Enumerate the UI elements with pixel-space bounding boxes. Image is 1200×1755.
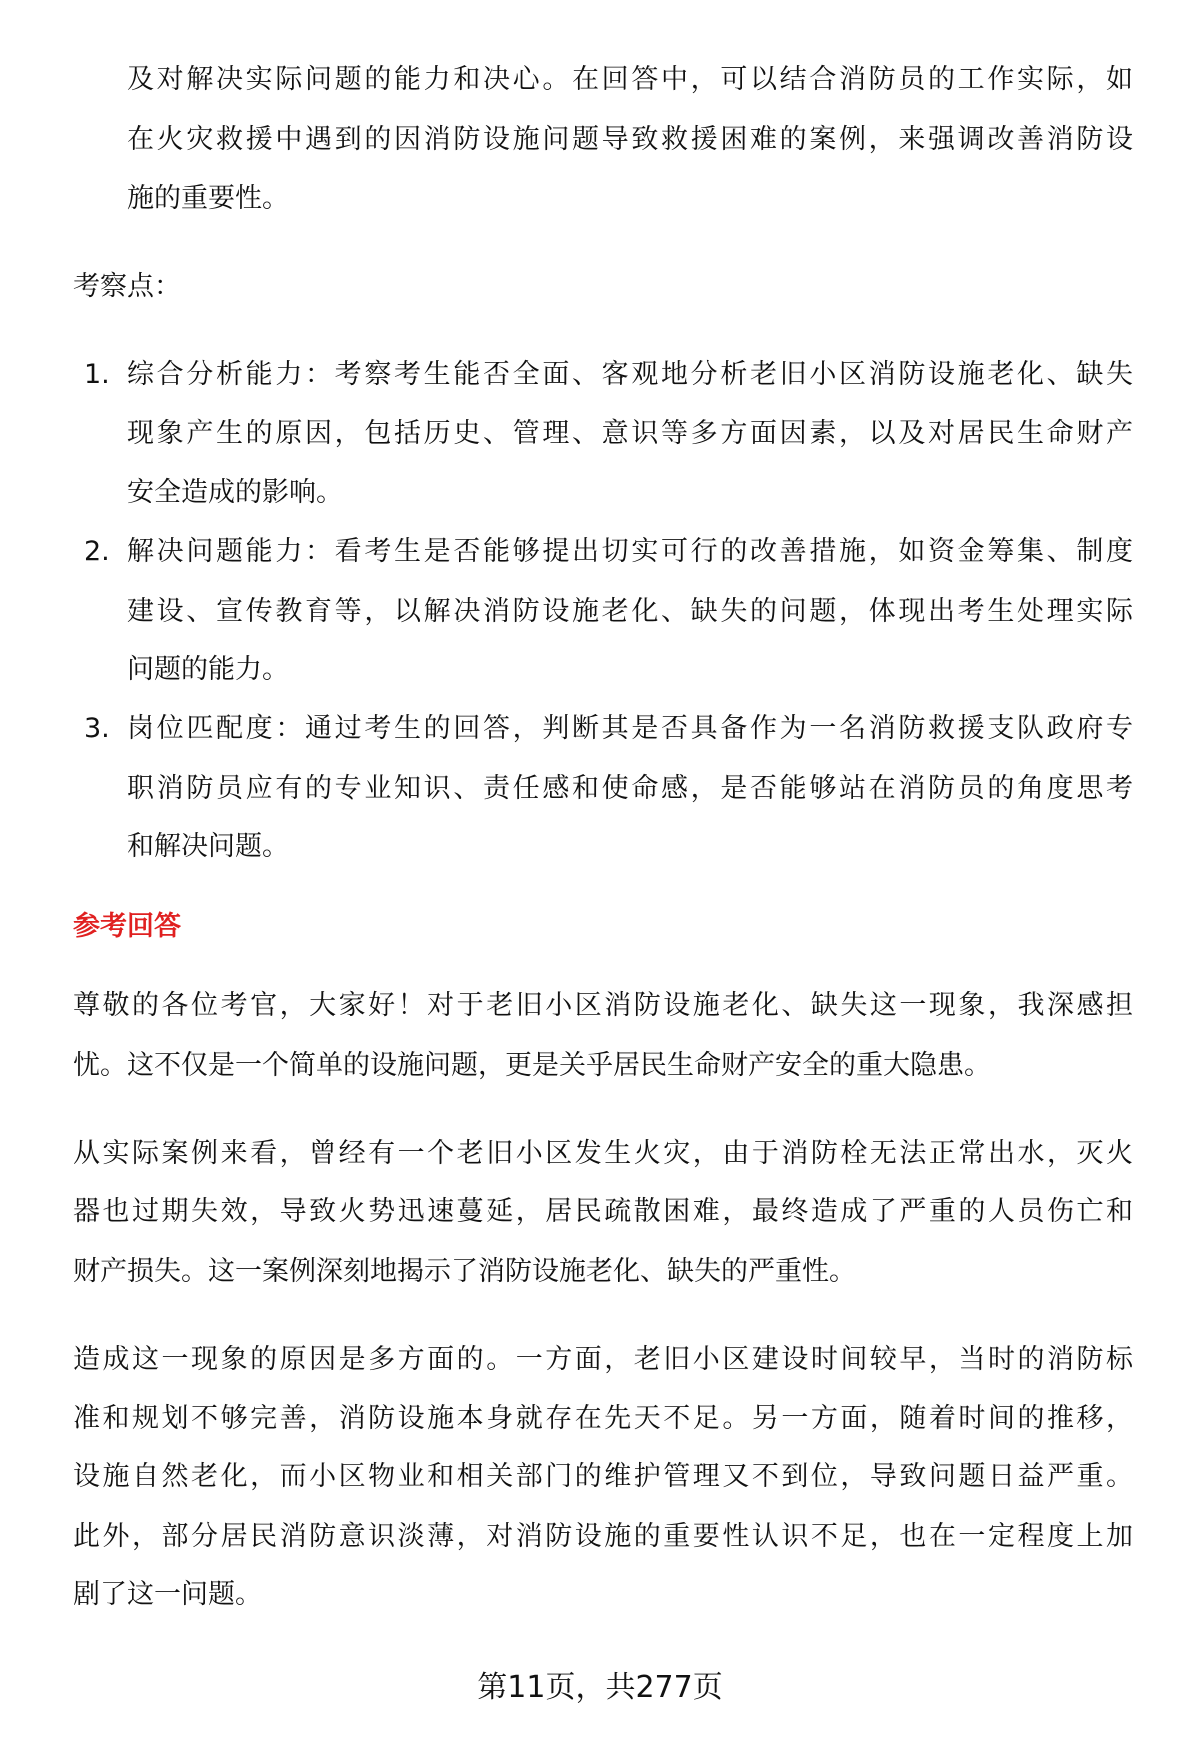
- text-line: 财产损失。这一案例深刻地揭示了消防设施老化、缺失的严重性。: [73, 1256, 856, 1287]
- text-line: 忧。这不仅是一个简单的设施问题，更是关乎居民生命财产安全的重大隐患。: [73, 1050, 991, 1081]
- section-label: 考察点：: [73, 271, 181, 302]
- text-line: 解决问题能力：看考生是否能够提出切实可行的改善措施，如资金筹集、制度: [127, 536, 1133, 567]
- text-line: 现象产生的原因，包括历史、管理、意识等多方面因素，以及对居民生命财产: [127, 418, 1133, 449]
- text-line: 设施自然老化，而小区物业和相关部门的维护管理又不到位，导致问题日益严重。: [73, 1461, 1133, 1492]
- text-line: 尊敬的各位考官，大家好！对于老旧小区消防设施老化、缺失这一现象，我深感担: [73, 990, 1133, 1021]
- list-number: 3.: [84, 713, 110, 744]
- text-line: 此外，部分居民消防意识淡薄，对消防设施的重要性认识不足，也在一定程度上加: [73, 1521, 1133, 1552]
- text-line: 岗位匹配度：通过考生的回答，判断其是否具备作为一名消防救援支队政府专: [127, 713, 1133, 744]
- text-line: 问题的能力。: [127, 654, 289, 685]
- text-line: 剧了这一问题。: [73, 1579, 262, 1610]
- page-number: 第11页，共277页: [477, 1670, 723, 1705]
- text-line: 职消防员应有的专业知识、责任感和使命感，是否能够站在消防员的角度思考: [127, 773, 1133, 804]
- text-line: 安全造成的影响。: [127, 477, 343, 508]
- text-line: 和解决问题。: [127, 831, 289, 862]
- text-line: 从实际案例来看，曾经有一个老旧小区发生火灾，由于消防栓无法正常出水，灭火: [73, 1138, 1133, 1169]
- text-line: 及对解决实际问题的能力和决心。在回答中，可以结合消防员的工作实际，如: [127, 64, 1133, 95]
- text-line: 建设、宣传教育等，以解决消防设施老化、缺失的问题，体现出考生处理实际: [127, 596, 1133, 627]
- text-line: 在火灾救援中遇到的因消防设施问题导致救援困难的案例，来强调改善消防设: [127, 124, 1133, 155]
- text-line: 准和规划不够完善，消防设施本身就存在先天不足。另一方面，随着时间的推移，: [73, 1403, 1133, 1434]
- list-number: 2.: [84, 536, 110, 567]
- text-line: 器也过期失效，导致火势迅速蔓延，居民疏散困难，最终造成了严重的人员伤亡和: [73, 1196, 1133, 1227]
- list-number: 1.: [84, 359, 110, 390]
- text-line: 施的重要性。: [127, 183, 289, 214]
- answer-heading: 参考回答: [73, 911, 181, 942]
- text-line: 综合分析能力：考察考生能否全面、客观地分析老旧小区消防设施老化、缺失: [127, 359, 1133, 390]
- text-line: 造成这一现象的原因是多方面的。一方面，老旧小区建设时间较早，当时的消防标: [73, 1344, 1133, 1375]
